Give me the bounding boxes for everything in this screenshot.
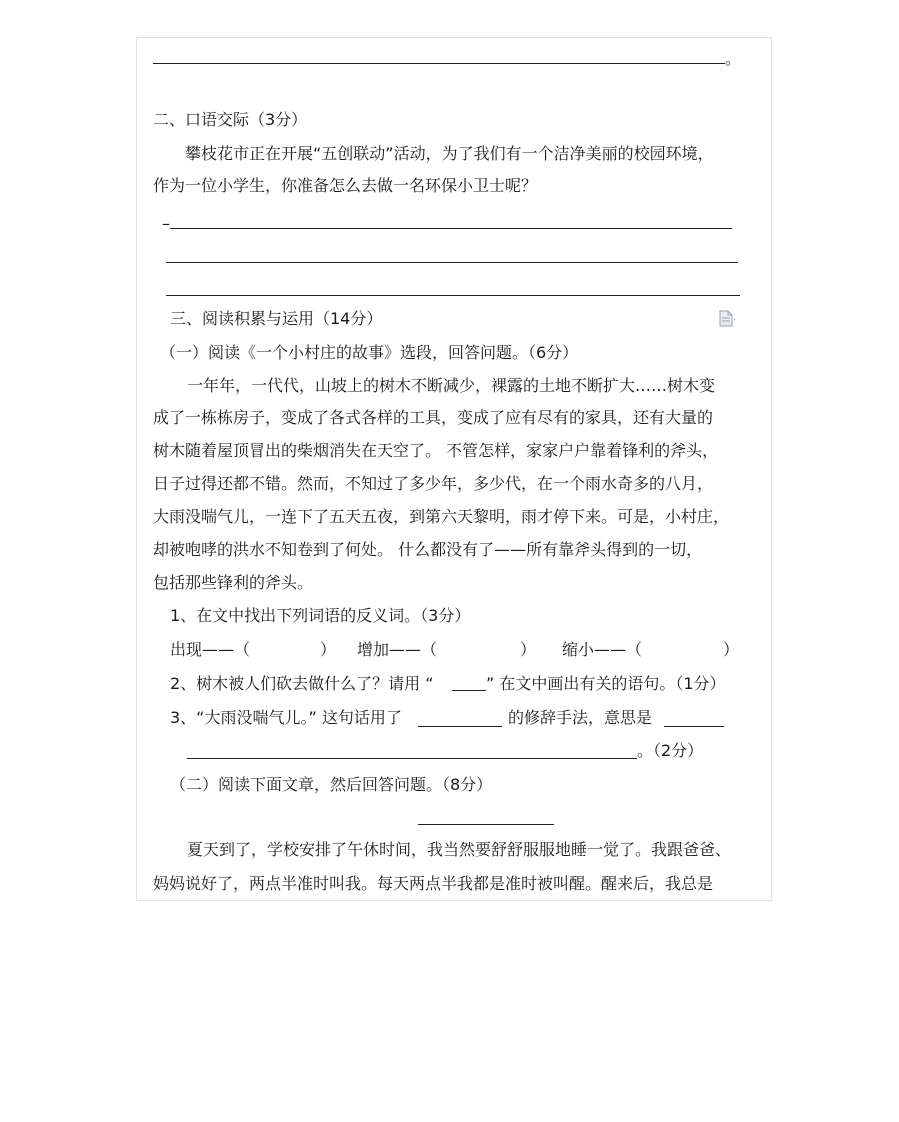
section2-title: 二、口语交际（3分） <box>153 110 308 129</box>
answer-line <box>166 295 740 296</box>
antonym-item: 缩小——（ <box>562 640 643 659</box>
answer-line-period: 。 <box>725 49 742 68</box>
title-blank <box>418 824 554 825</box>
answer-dash: – <box>162 214 170 233</box>
question-2-end: ” 在文中画出有关的语句。（1分） <box>486 674 726 693</box>
antonym-bracket: ） <box>520 640 537 659</box>
section2-prompt-line2: 作为一位小学生，你准备怎么去做一名环保小卫士呢？ <box>153 176 538 195</box>
passage-line: 树木随着屋顶冒出的柴烟消失在天空了。 不管怎样，家家户户靠着锋利的斧头， <box>153 441 719 460</box>
underline-mark <box>452 690 486 691</box>
fill-blank <box>418 726 502 727</box>
answer-line <box>166 262 738 263</box>
part1-title: （一）阅读《一个小村庄的故事》选段，回答问题。（6分） <box>160 343 579 362</box>
passage-line: 大雨没喘气儿，一连下了五天五夜，到第六天黎明，雨才停下来。可是，小村庄， <box>153 507 730 526</box>
antonym-bracket: ） <box>723 640 740 659</box>
question-2-start: 2、树木被人们砍去做什么了？请用 “ <box>170 674 434 693</box>
part2-title: （二）阅读下面文章，然后回答问题。（8分） <box>170 775 493 794</box>
antonym-item: 出现——（ <box>170 640 251 659</box>
question-1: 1、在文中找出下列词语的反义词。（3分） <box>170 606 471 625</box>
fill-blank <box>664 726 724 727</box>
passage-line: 妈妈说好了，两点半准时叫我。每天两点半我都是准时被叫醒。醒来后，我总是 <box>153 874 714 893</box>
passage-line: 一年年，一代代，山坡上的树木不断减少，裸露的土地不断扩大……树木变 <box>187 376 716 395</box>
question-3-start: 3、“大雨没喘气儿。” 这句话用了 <box>170 708 402 727</box>
passage-line: 成了一栋栋房子，变成了各式各样的工具，变成了应有尽有的家具，还有大量的 <box>153 408 714 427</box>
document-icon[interactable] <box>718 310 736 328</box>
passage-line: 包括那些锋利的斧头。 <box>153 573 314 592</box>
answer-line <box>153 63 725 64</box>
antonym-bracket: ） <box>320 640 337 659</box>
antonym-item: 增加——（ <box>357 640 438 659</box>
question-3-end: 。（2分） <box>637 741 704 760</box>
document-page <box>136 37 772 901</box>
passage-line: 却被咆哮的洪水不知卷到了何处。 什么都没有了——所有靠斧头得到的一切， <box>153 540 703 559</box>
answer-line <box>187 758 637 759</box>
section2-prompt-line1: 攀枝花市正在开展“五创联动”活动，为了我们有一个洁净美丽的校园环境， <box>185 144 714 163</box>
section3-title: 三、阅读积累与运用（14分） <box>170 309 383 328</box>
question-3-mid: 的修辞手法，意思是 <box>508 708 653 727</box>
passage-line: 夏天到了，学校安排了午休时间，我当然要舒舒服服地睡一觉了。我跟爸爸、 <box>187 840 732 859</box>
passage-line: 日子过得还都不错。然而，不知过了多少年，多少代，在一个雨水奇多的八月， <box>153 474 714 493</box>
answer-line <box>170 228 732 229</box>
